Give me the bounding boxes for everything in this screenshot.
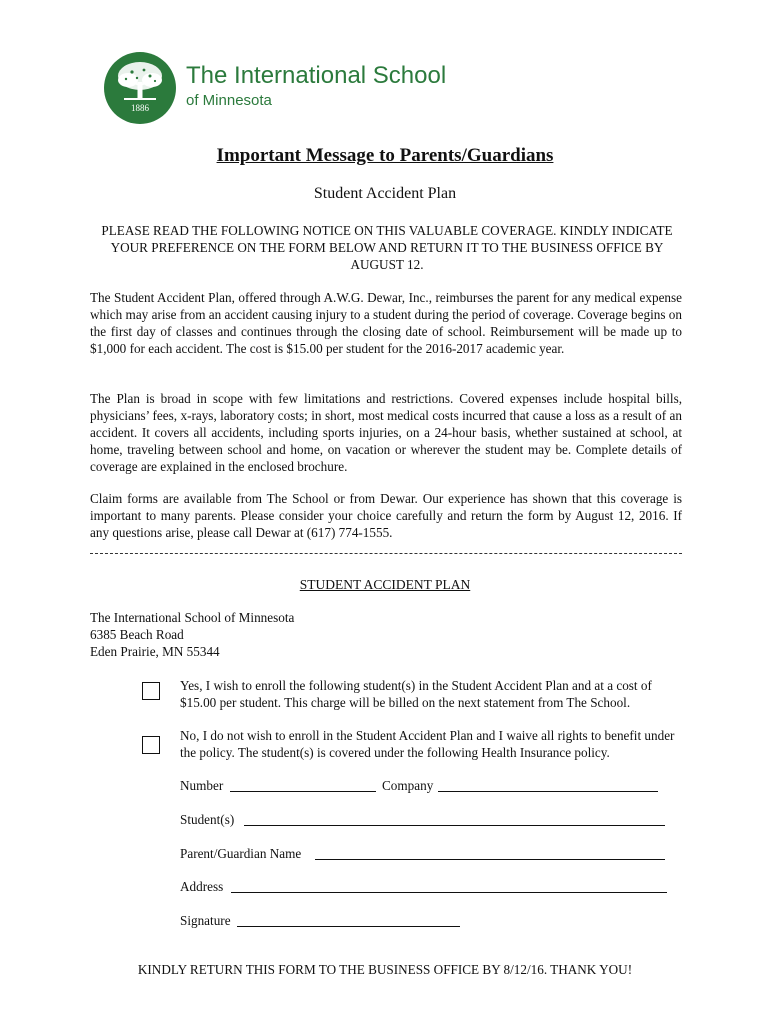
tree-seal-icon [104,52,176,124]
address-line-1: The International School of Minnesota [90,610,295,625]
number-field[interactable] [230,791,376,792]
page-title: Important Message to Parents/Guardians [216,145,554,166]
address-line-3: Eden Prairie, MN 55344 [90,644,220,659]
footer-text: KINDLY RETURN THIS FORM TO THE BUSINESS OFFICE BY 8/12/16. THANK YOU! [137,962,633,977]
enroll-no-checkbox[interactable] [142,736,160,754]
number-label: Number [180,778,224,793]
address-label: Address [180,879,224,894]
signature-label: Signature [180,913,231,928]
students-label: Student(s) [180,812,235,827]
enroll-yes-label: Yes, I wish to enroll the following student(s) in the Student Accident Plan and at a cost of $15.00 per student. This charge will be billed on the next statement from The School. [180,678,652,710]
company-field[interactable] [438,791,658,792]
parent-name-field[interactable] [315,859,665,860]
school-address [90,609,294,660]
cut-line [90,553,682,554]
paragraph-claims: Claim forms are available from The School or from Dewar. Our experience has shown that this coverage is important to many parents. Please consider your choice carefully and return the form by August 12, 2016. If any questions arise, please call Dewar at (617) 774-1555. [90,491,682,540]
signature-field[interactable] [237,926,460,927]
seal-year: 1886 [131,103,149,113]
school-logo [104,52,447,124]
paragraph-scope: The Plan is broad in scope with few limitations and restrictions. Covered expenses include hospital bills, physicians’ fees, x-rays, laboratory costs; in short, most medical costs incurred that cause a loss as a result of an accident. It covers all accidents, including sports injuries, on a 24-hour basis, whether sustained at school, at home, traveling between school and home, on vacation or wherever the student may be. Complete details of coverage are explained in the enclosed brochure. [90,391,682,474]
paragraph-plan: The Student Accident Plan, offered through A.W.G. Dewar, Inc., reimburses the parent for any medical expense which may arise from an accident causing injury to a student during the period of coverage. Coverage begins on the first day of classes and continues through the closing date of school. Reimbursement will be made up to $1,000 for each accident. The cost is $15.00 per student for the 2016-2017 academic year. [90,290,682,356]
students-field[interactable] [244,825,665,826]
form-title: STUDENT ACCIDENT PLAN [299,577,471,592]
address-line-2: 6385 Beach Road [90,627,184,642]
school-name-sub: of Minnesota [186,92,272,109]
notice-text: PLEASE READ THE FOLLOWING NOTICE ON THIS VALUABLE COVERAGE. KINDLY INDICATE YOUR PREFERENCE ON THE FORM BELOW AND RETURN IT TO THE BUSINESS OFFICE BY AUGUST 12. [101,223,673,272]
address-field[interactable] [231,892,667,893]
parent-name-label: Parent/Guardian Name [180,846,302,861]
enroll-yes-checkbox[interactable] [142,682,160,700]
school-name: The International School [186,62,447,89]
company-label: Company [382,778,434,793]
page-subtitle: Student Accident Plan [313,185,457,202]
enroll-no-label: No, I do not wish to enroll in the Student Accident Plan and I waive all rights to benefit under the policy. The student(s) is covered under the following Health Insurance policy. [180,728,675,760]
